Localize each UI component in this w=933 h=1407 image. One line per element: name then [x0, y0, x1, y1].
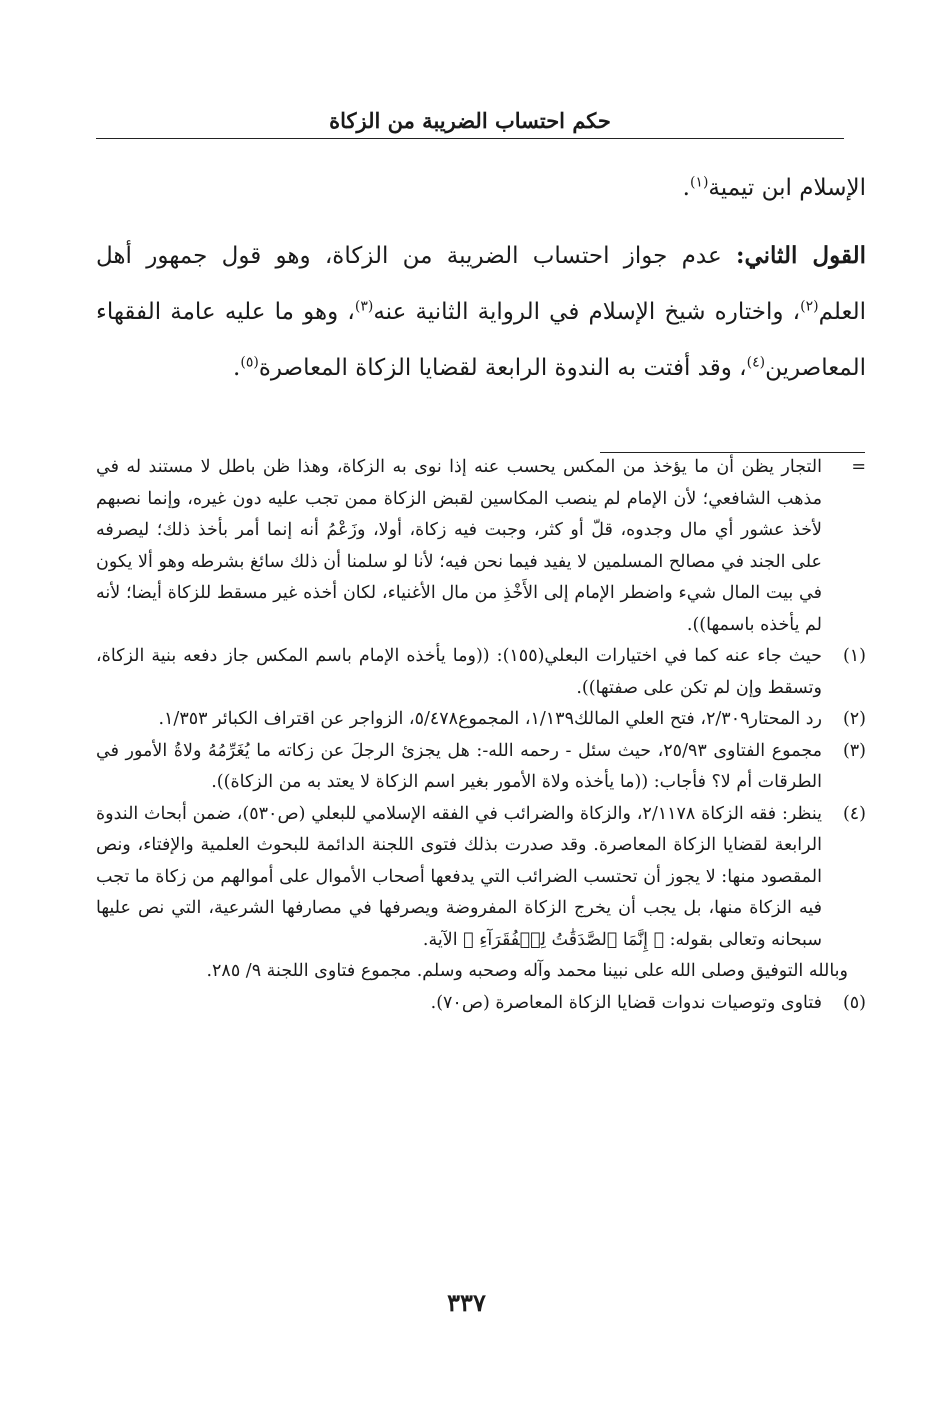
- footnote-3: [96, 736, 866, 799]
- footnote-continuation: [96, 452, 866, 641]
- footnote-text: حيث جاء عنه كما في اختيارات البعلي(١٥٥): ((وما يأخذه الإمام باسم المكس جاز دفعه بنية الزكاة، وتسقط وإن لم تكن على صفتها)).: [96, 646, 822, 698]
- footnotes: [96, 452, 866, 1019]
- footnote-4: [96, 799, 866, 957]
- paragraph-text: الإسلام ابن تيمية: [708, 175, 866, 201]
- footnote-2: [96, 704, 866, 736]
- opinion-heading: القول الثاني:: [735, 242, 866, 269]
- footnote-text: ينظر: فقه الزكاة ٢/١١٧٨، والزكاة والضرائب في الفقه الإسلامي للبعلي (ص٥٣٠)، ضمن أبحاث الندوة الرابعة لقضايا الزكاة المعاصرة. وقد صدرت بذلك فتوى اللجنة الدائمة للبحوث العلمية والإفتاء، ونص المقصود منها: لا يجوز أن تحتسب الضرائب التي يدفعها أصحاب الأموال على أموالهم من زكاة ما تجب فيه الزكاة منها، بل يجب أن يخرج الزكاة المفروضة ويصرفها في مصارفها الشرعية، التي نص عليها سبحانه وتعالى بقوله: ﴿ إِنَّمَا ٱلصَّدَقَٰتُ لِلۡفُقَرَآءِ ﴾ الآية.: [96, 803, 823, 950]
- footnote-ref-2: (٢): [800, 298, 819, 315]
- continuation-mark: =: [851, 457, 866, 477]
- footnote-ref-4: (٤): [746, 354, 766, 371]
- footnote-ref-3: (٣): [354, 298, 374, 315]
- paragraph-text: ، واختاره شيخ الإسلام في الرواية الثانية عنه: [373, 299, 801, 325]
- paragraph-second-opinion: [96, 228, 866, 396]
- footnote-text: مجموع الفتاوى ٢٥/٩٣، حيث سئل - رحمه الله-: هل يجزئ الرجلَ عن زكاته ما يُغَرِّمُهُ ولاةُ الأمور في الطرقات أم لا؟ فأجاب: ((ما يأخذه ولاة الأمور بغير اسم الزكاة لا يعتد به من الزكاة)).: [96, 740, 822, 792]
- footnote-number: (٣): [842, 740, 866, 761]
- paragraph-text: ، وقد أفتت به الندوة الرابعة لقضايا الزكاة المعاصرة: [258, 355, 747, 381]
- main-text: [96, 160, 866, 396]
- paragraph-gap: [96, 216, 866, 228]
- running-header: حكم احتساب الضريبة من الزكاة: [329, 108, 611, 133]
- footnote-text: وبالله التوفيق وصلى الله على نبينا محمد وآله وصحبه وسلم. مجموع فتاوى اللجنة ٩/ ٢٨٥.: [206, 961, 848, 981]
- paragraph-end: .: [682, 175, 690, 201]
- footnote-ref-5: (٥): [240, 354, 259, 371]
- page-number: ٣٣٧: [447, 1288, 486, 1317]
- footnote-number: (٥): [842, 992, 866, 1013]
- footnote-1: [96, 641, 866, 704]
- paragraph-end: .: [233, 355, 241, 381]
- footnote-text: رد المحتار٢/٣٠٩، فتح العلي المالك١/١٣٩، المجموع٥/٤٧٨، الزواجر عن اقتراف الكبائر ١/٣٥٣.: [158, 709, 822, 729]
- footnote-text: فتاوى وتوصيات ندوات قضايا الزكاة المعاصرة (ص٧٠).: [430, 992, 822, 1013]
- footnote-ref-1: (١): [689, 174, 709, 191]
- paragraph-continuation: [96, 160, 866, 216]
- paragraph-text: عدم جواز احتساب الضريبة من الزكاة، وهو قول جمهور أهل العلم: [96, 243, 866, 325]
- footnote-5: [96, 988, 866, 1020]
- footnote-4-closing: [96, 956, 866, 988]
- footnote-text: التجار يظن أن ما يؤخذ من المكس يحسب عنه إذا نوى به الزكاة، وهذا ظن باطل لا مستند له في مذهب الشافعي؛ لأن الإمام لم ينصب المكاسين لقبض الزكاة ممن تجب عليه دون غيره، وإنما نصبهم لأخذ عشور أي مال وجدوه، قلّ أو كثر، وجبت فيه زكاة، أولا، وزَعْمُ أنه إنما أمر بأخذ ذلك؛ ليصرفه على الجند في مصالح المسلمين لا يفيد فيما نحن فيه؛ لأنا لو سلمنا أن ذلك سائغ بشرطه وهو ألا يكون في بيت المال شيء واضطر الإمام إلى الأَخْذِ من مال الأغنياء، لكان أخذه غير مسقط للزكاة أيضا؛ لأنه لم يأخذه باسمها)).: [96, 457, 822, 635]
- footnote-number: (١): [842, 646, 866, 666]
- footnote-number: (٤): [842, 803, 866, 824]
- header-rule: [96, 138, 844, 139]
- paragraph-text: ، وهو ما عليه عامة الفقهاء المعاصرين: [96, 299, 866, 381]
- footnote-number: (٢): [842, 709, 866, 729]
